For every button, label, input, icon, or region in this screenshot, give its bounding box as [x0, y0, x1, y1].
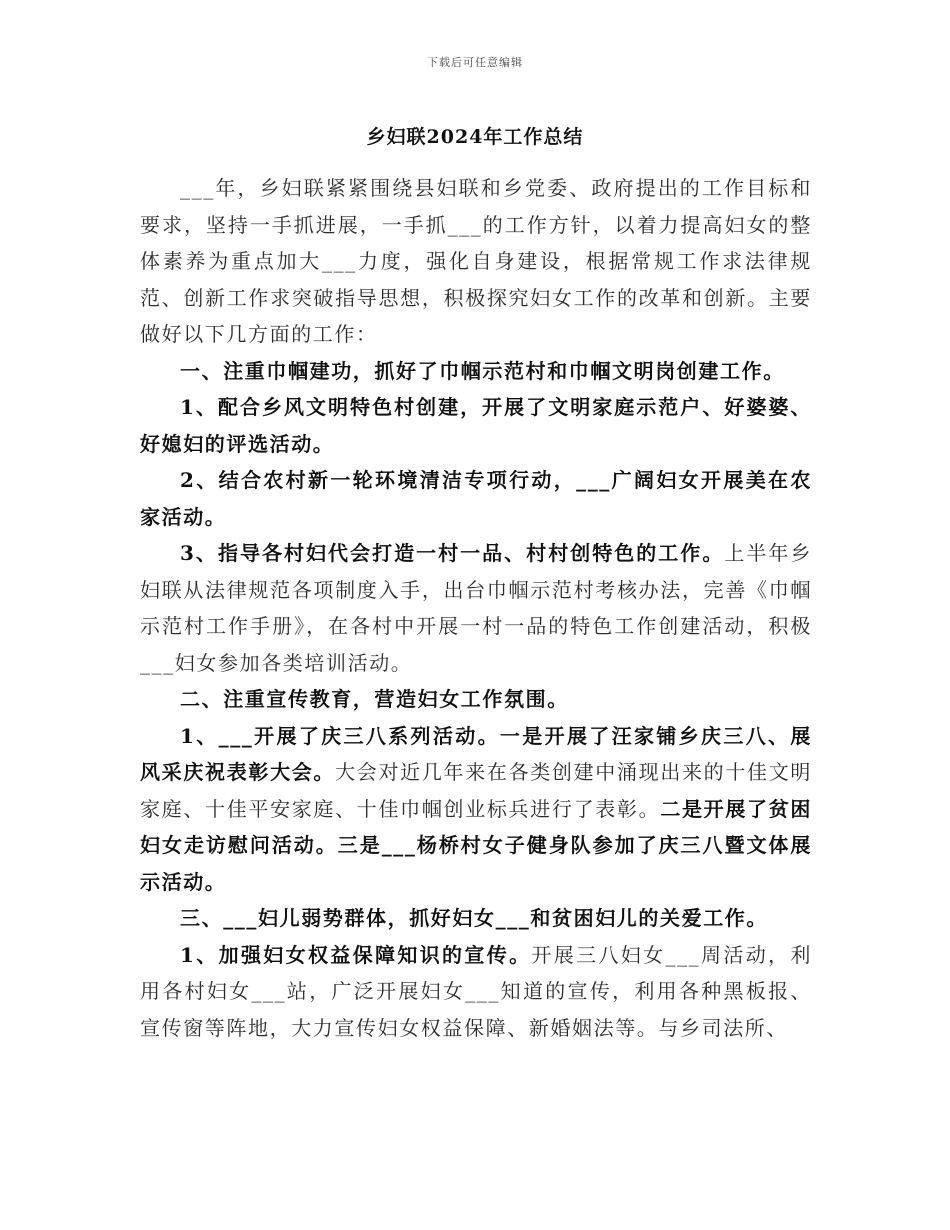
text-run: 1、___开展了庆三八系列活动。一是开展了汪家铺乡庆三八、展风采庆祝表彰大会。: [140, 723, 812, 784]
text-run: 大会对近几年来在各类创建中涌现出来的十佳文明家庭、十佳平安家庭、十佳巾帼创业标兵进行了表彰。: [140, 760, 812, 821]
text-run: 三、___妇儿弱势群体，抓好妇女___和贫困妇儿的关爱工作。: [180, 906, 768, 930]
paragraph-1-3: [140, 535, 812, 681]
document-title: 乡妇联2024年工作总结: [366, 126, 584, 148]
paragraph-intro: [140, 170, 812, 353]
text-run: 一、注重巾帼建功，抓好了巾帼示范村和巾帼文明岗创建工作。: [180, 358, 785, 383]
text-run: 3、指导各村妇代会打造一村一品、村村创特色的工作。: [180, 541, 725, 565]
text-run: 开展三八妇女___周活动，利用各村妇女___站，广泛开展妇女___知道的宣传，利用各种黑板报、宣传窗等阵地，大力宣传妇女权益保障、新婚姻法等。与乡司法所、: [140, 942, 813, 1040]
header-note: 下载后可任意编辑: [427, 56, 523, 69]
text-run: 二是开展了贫困妇女走访慰问活动。三是___杨桥村女子健身队参加了庆三八暨文体展示活动。: [140, 796, 812, 894]
text-run: 1、配合乡风文明特色村创建，开展了文明家庭示范户、好婆婆、好媳妇的评选活动。: [140, 395, 812, 456]
paragraph-2-1: [140, 718, 812, 901]
paragraph-1-2: [140, 462, 812, 535]
text-run: ___年，乡妇联紧紧围绕县妇联和乡党委、政府提出的工作目标和要求，坚持一手抓进展，一手抓___的工作方针，以着力提高妇女的整体素养为重点加大___力度，强化自身建设，根据常规工作求法律规范、创新工作求突破指导思想，积极探究妇女工作的改革和创新。主要做好以下几方面的工作：: [140, 176, 812, 346]
text-run: 二、注重宣传教育，营造妇女工作氛围。: [180, 687, 569, 711]
section-heading-1: [140, 353, 812, 390]
text-run: 1、加强妇女权益保障知识的宣传。: [180, 942, 532, 967]
paragraph-1-1: [140, 389, 812, 462]
document-body: [140, 170, 812, 1046]
text-run: 上半年乡妇联从法律规范各项制度入手，出台巾帼示范村考核办法，完善《巾帼示范村工作手册》，在各村中开展一村一品的特色工作创建活动，积极___妇女参加各类培训活动。: [140, 541, 812, 675]
paragraph-3-1: [140, 937, 812, 1047]
section-heading-3: [140, 900, 812, 937]
section-heading-2: [140, 681, 812, 718]
text-run: 2、结合农村新一轮环境清洁专项行动，___广阔妇女开展美在农家活动。: [140, 468, 812, 529]
